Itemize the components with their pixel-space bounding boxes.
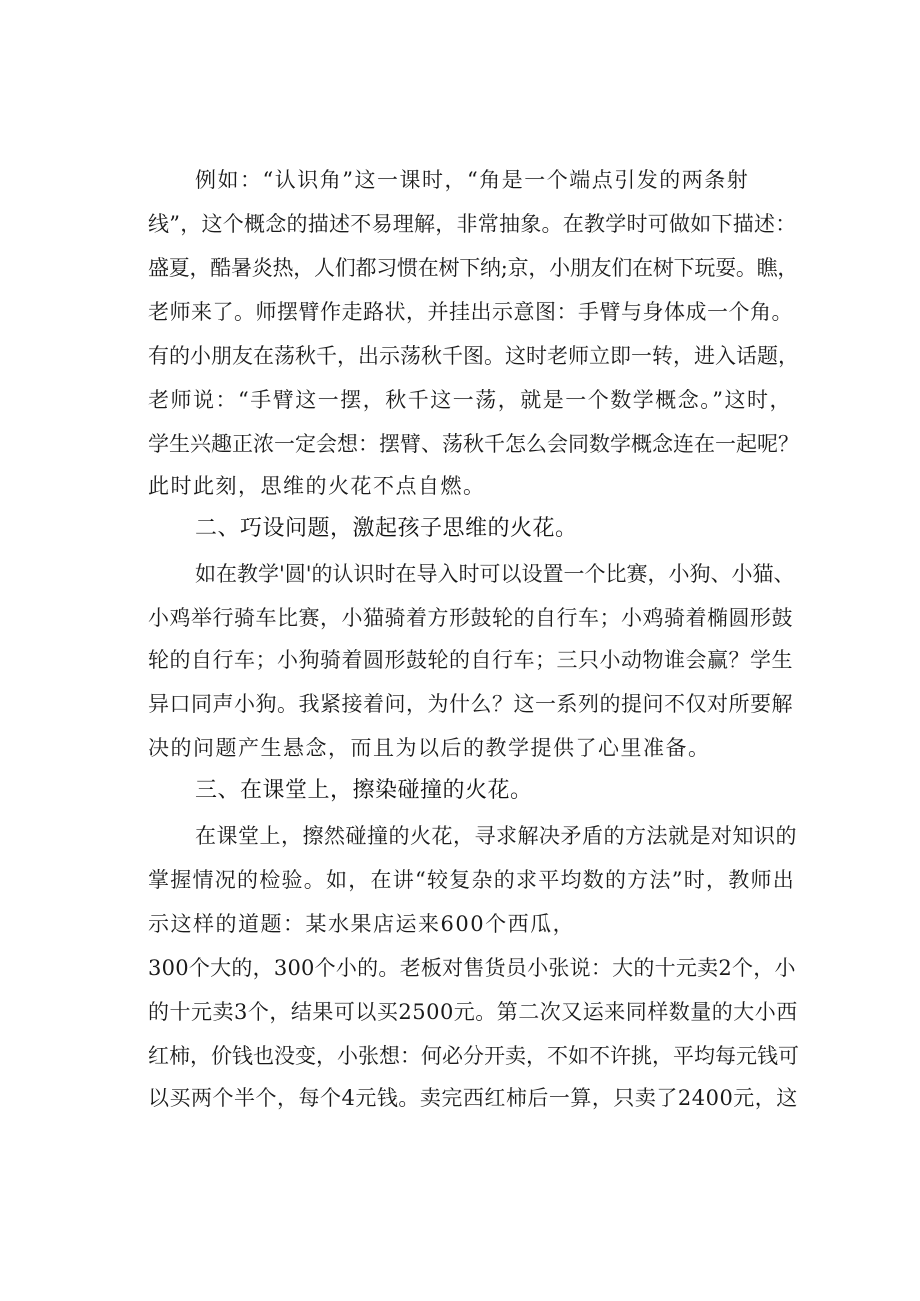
paragraph-line: 轮的自行车；小狗骑着圆形鼓轮的自行车；三只小动物谁会赢？学生: [148, 648, 793, 672]
paragraph-line: 在课堂上，擦然碰撞的火花，寻求解决矛盾的方法就是对知识的: [195, 824, 797, 848]
section-heading: 二、巧设问题，激起孩子思维的火花。: [195, 516, 578, 541]
paragraph-line: 学生兴趣正浓一定会想：摆臂、荡秋千怎么会同数学概念连在一起呢？: [148, 432, 799, 456]
paragraph-line: 盛夏，酷暑炎热，人们都习惯在树下纳;京，小朋友们在树下玩耍。瞧，: [148, 256, 799, 280]
paragraph-line: 的十元卖3个，结果可以买2500元。第二次又运来同样数量的大小西: [148, 1000, 798, 1024]
paragraph-line: 决的问题产生悬念，而且为以后的教学提供了心里准备。: [148, 736, 711, 760]
paragraph-line: 掌握情况的检验。如，在讲“较复杂的求平均数的方法”时，教师出: [148, 868, 795, 892]
paragraph-line: 300个大的，300个小的。老板对售货员小张说：大的十元卖2个，小: [148, 956, 796, 980]
paragraph-line: 异口同声小狗。我紧接着问，为什么？这一系列的提问不仅对所要解: [148, 692, 793, 716]
section-heading: 三、在课堂上，擦染碰撞的火花。: [195, 778, 533, 803]
paragraph-line: 线”，这个概念的描述不易理解，非常抽象。在教学时可做如下描述：: [148, 212, 797, 236]
paragraph-line: 以买两个半个，每个4元钱。卖完西红柿后一算，只卖了2400元，这: [148, 1086, 798, 1110]
paragraph-line: 老师说：“手臂这一摆，秋千这一荡，就是一个数学概念。”这时，: [148, 388, 792, 412]
paragraph-line: 示这样的道题：某水果店运来600个西瓜，: [148, 912, 576, 936]
paragraph-line: 有的小朋友在荡秋千，出示荡秋千图。这时老师立即一转，进入话题，: [148, 344, 799, 368]
paragraph-line: 例如：“认识角”这一课时，“角是一个端点引发的两条射: [195, 168, 750, 192]
paragraph-line: 如在教学'圆'的认识时在导入时可以设置一个比赛，小狗、小猫、: [195, 562, 795, 586]
paragraph-line: 老师来了。师摆臂作走路状，并挂出示意图：手臂与身体成一个角。: [148, 300, 793, 324]
paragraph-line: 小鸡举行骑车比赛，小猫骑着方形鼓轮的自行车；小鸡骑着椭圆形鼓: [148, 606, 793, 630]
paragraph-line: 此时此刻，思维的火花不点自燃。: [148, 474, 486, 498]
paragraph-line: 红柿，价钱也没变，小张想：何必分开卖，不如不许挑，平均每元钱可: [148, 1044, 799, 1068]
